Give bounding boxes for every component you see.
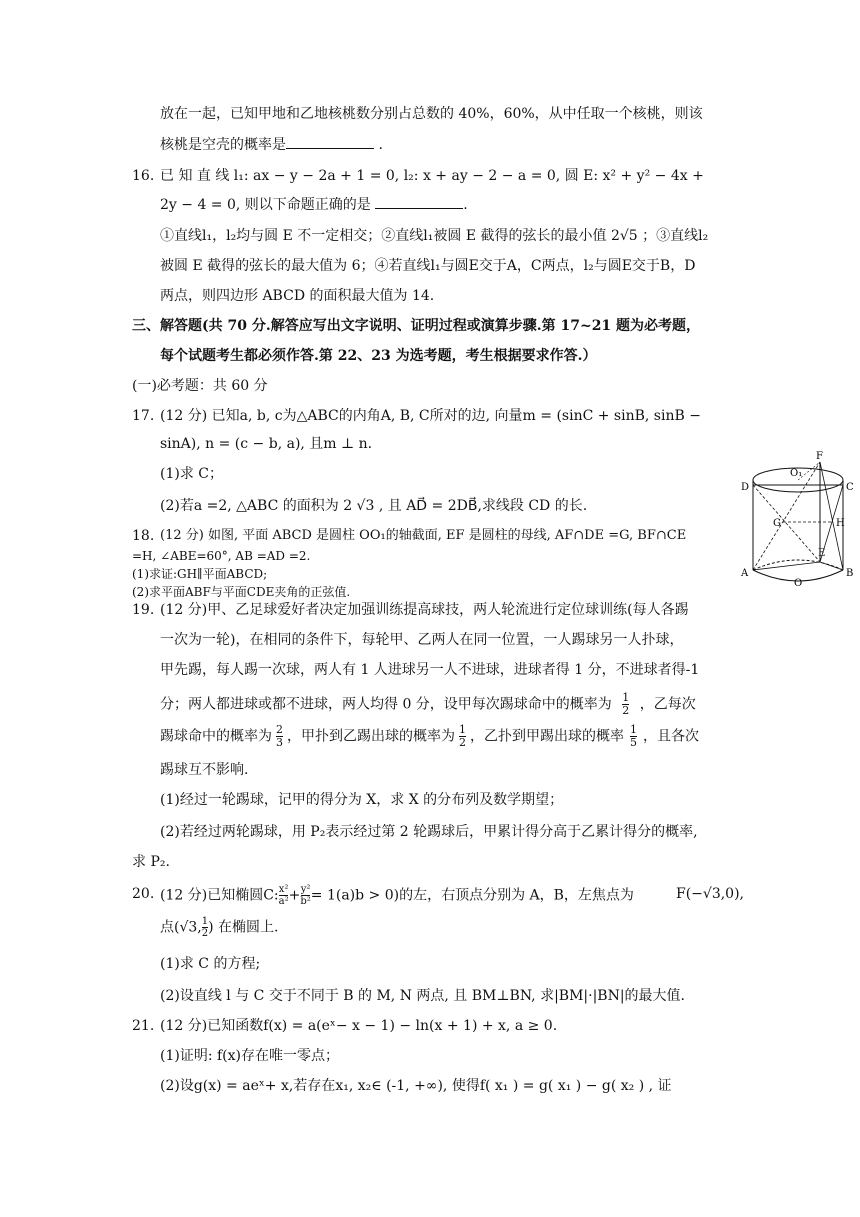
q19-line3: 甲先踢，每人踢一次球，两人有 1 人进球另一人不进球，进球者得 1 分，不进球者得-1 <box>160 662 700 678</box>
fraction-denominator: 2 <box>459 736 466 749</box>
q18-line4: (2)求平面ABF与平面CDE夹角的正弦值. <box>132 585 351 599</box>
answer-blank <box>375 194 463 209</box>
q20-line3: (1)求 C 的方程; <box>160 956 261 972</box>
q21-number: 21. <box>132 1018 155 1034</box>
q16-line2-text: 2y − 4 = 0, 则以下命题正确的是 <box>160 197 371 213</box>
q15-line2 <box>160 134 383 155</box>
q19-line9: 求 P₂. <box>132 854 170 870</box>
q20-line4: (2)设直线 l 与 C 交于不同于 B 的 M, N 两点, 且 BM⊥BN, 求|BM|·|BN|的最大值. <box>160 988 686 1004</box>
q18-line1: (12 分) 如图, 平面 ABCD 是圆柱 OO₁的轴截面, EF 是圆柱的母线, AF∩DE =G, BF∩CE <box>160 528 687 543</box>
q18-number: 18. <box>132 528 155 544</box>
fraction-numerator: 1 <box>630 723 637 736</box>
q19-line5-text-d: ，且各次 <box>643 728 699 745</box>
fraction-denominator: 2 <box>622 704 630 717</box>
fraction-denominator: b² <box>300 896 311 907</box>
section-heading-line2: 每个试题考生都必须作答.第 22、23 为选考题，考生根据要求作答.） <box>160 348 597 364</box>
cylinder-figure <box>738 450 856 588</box>
fraction-numerator: y² <box>300 884 311 895</box>
figure-label: C <box>846 482 854 493</box>
q20-line2-tail: ) 在椭圆上. <box>208 919 279 936</box>
q16-number: 16. <box>132 168 155 184</box>
q16-line2-end: . <box>463 197 468 213</box>
fraction-x2-a2 <box>279 884 289 907</box>
q15-line1: 放在一起，已知甲地和乙地核桃数分别占总数的 40%，60%，从中任取一个核桃，则该 <box>160 106 703 122</box>
q15-line2-text: 核桃是空壳的概率是 <box>160 137 286 153</box>
q19-line7: (1)经过一轮踢球，记甲的得分为 X，求 X 的分布列及数学期望； <box>160 792 564 808</box>
fraction-one-half <box>622 692 629 717</box>
q17-line4: (2)若a =2, △ABC 的面积为 2 √3 , 且 AD⃗ = 2DB⃗,求线段 CD 的长. <box>160 498 588 514</box>
figure-label: F <box>816 451 823 462</box>
q20-line2-text: 点(√3, <box>160 919 202 936</box>
figure-label: D <box>741 482 750 493</box>
q19-line6: 踢球互不影响. <box>160 762 249 778</box>
figure-label: A <box>741 568 749 579</box>
section-heading-line1: 三、解答题(共 70 分.解答应写出文字说明、证明过程或演算步骤.第 17~21 题为必考题， <box>132 318 701 334</box>
fraction-one-fifth <box>630 724 637 749</box>
fraction-denominator: 2 <box>201 928 209 939</box>
q19-line5-text-a: 踢球命中的概率为 <box>160 728 272 745</box>
q21-line3: (2)设g(x) = aeˣ+ x,若存在x₁, x₂∈ (-1, +∞), 使得f( x₁ ) = g( x₁ ) − g( x₂ ) , 证 <box>160 1078 672 1094</box>
q19-line4-text: 分；两人都进球或都不进球，两人均得 0 分，设甲每次踢球命中的概率为 <box>160 696 612 713</box>
q16-line5: 两点，则四边形 ABCD 的面积最大值为 14. <box>160 288 435 304</box>
answer-blank <box>286 134 374 149</box>
q19-line2: 一次为一轮)，在相同的条件下，每轮甲、乙两人在同一位置，一人踢球另一人扑球， <box>160 632 684 648</box>
fraction-numerator: 1 <box>201 916 209 927</box>
fraction-y2-b2 <box>300 884 310 907</box>
fraction-two-thirds <box>276 724 283 749</box>
q20-line1-text: (12 分)已知椭圆C: <box>160 887 279 904</box>
q19-number: 19. <box>132 602 155 618</box>
q21-line2: (1)证明: f(x)存在唯一零点； <box>160 1048 339 1064</box>
q17-line3: (1)求 C； <box>160 466 223 482</box>
figure-label: O <box>794 578 803 588</box>
q20-line1: (12 分)已知椭圆C: $\frac{\text{x²}}{\text{a²}}$ + $\frac{\text{y²}}{\text{b²}}$ = 1(a)b > 0)的左，右顶点分别为 A，B，左焦点为 <box>160 884 634 907</box>
q19-line5 <box>160 724 699 749</box>
fraction-denominator: 3 <box>276 736 283 749</box>
q16-line3: ①直线l₁，l₂均与圆 E 不一定相交；②直线l₁被圆 E 截得的弦长的最小值 2√5 ；③直线l₂ <box>160 228 709 244</box>
figure-label: E <box>818 548 826 559</box>
q16-line1: 已 知 直 线 l₁: ax − y − 2a + 1 = 0, l₂: x + ay − 2 − a = 0, 圆 E: x² + y² − 4x + <box>160 168 704 184</box>
q17-line2: sinA), n = (c − b, a), 且m ⊥ n. <box>160 436 373 452</box>
q19-line5-text-c: ，乙扑到甲踢出球的概率 <box>470 728 624 745</box>
figure-label: G <box>773 518 781 529</box>
figure-label: B <box>846 568 854 579</box>
q20-line2 <box>160 916 279 939</box>
fraction-denominator: a² <box>278 896 289 907</box>
q20-number: 20. <box>132 886 155 902</box>
q21-line1: (12 分)已知函数f(x) = a(eˣ− x − 1) − ln(x + 1) + x, a ≥ 0. <box>160 1018 558 1034</box>
q16-line2 <box>160 194 468 215</box>
fraction-denominator: 5 <box>630 736 637 749</box>
fraction-numerator: 1 <box>622 691 630 704</box>
q19-line4-tail: ，乙每次 <box>639 696 696 713</box>
q15-line2-end: . <box>378 137 383 153</box>
q17-line1: (12 分) 已知a, b, c为△ABC的内角A, B, C所对的边, 向量m = (sinC + sinB, sinB − <box>160 408 701 424</box>
q19-line4 <box>160 692 696 717</box>
part1-heading: (一)必考题：共 60 分 <box>132 378 268 394</box>
fraction-numerator: 2 <box>276 723 283 736</box>
q20-focus: F(−√3,0), <box>676 886 745 902</box>
q17-number: 17. <box>132 408 155 424</box>
figure-label: H <box>836 518 845 529</box>
fraction-one-half <box>459 724 466 749</box>
q20-line1-mid: = 1(a)b > 0)的左，右顶点分别为 A，B，左焦点为 <box>310 887 634 904</box>
q19-line5-text-b: ，甲扑到乙踢出球的概率为 <box>287 728 455 745</box>
fraction-numerator: 1 <box>459 723 466 736</box>
q19-line1: (12 分)甲、乙足球爱好者决定加强训练提高球技，两人轮流进行定位球训练(每人各踢 <box>160 602 689 618</box>
q19-line8: (2)若经过两轮踢球，用 P₂表示经过第 2 轮踢球后，甲累计得分高于乙累计得分的概率, <box>160 824 698 840</box>
fraction-numerator: x² <box>278 884 289 895</box>
q16-line4: 被圆 E 截得的弦长的最大值为 6；④若直线l₁与圆E交于A，C两点，l₂与圆E交于B，D <box>160 258 696 274</box>
q18-line2: =H, ∠ABE=60°, AB =AD =2. <box>132 549 311 563</box>
figure-label: O₁ <box>790 468 803 479</box>
q18-line3: (1)求证:GH∥平面ABCD; <box>132 567 268 581</box>
